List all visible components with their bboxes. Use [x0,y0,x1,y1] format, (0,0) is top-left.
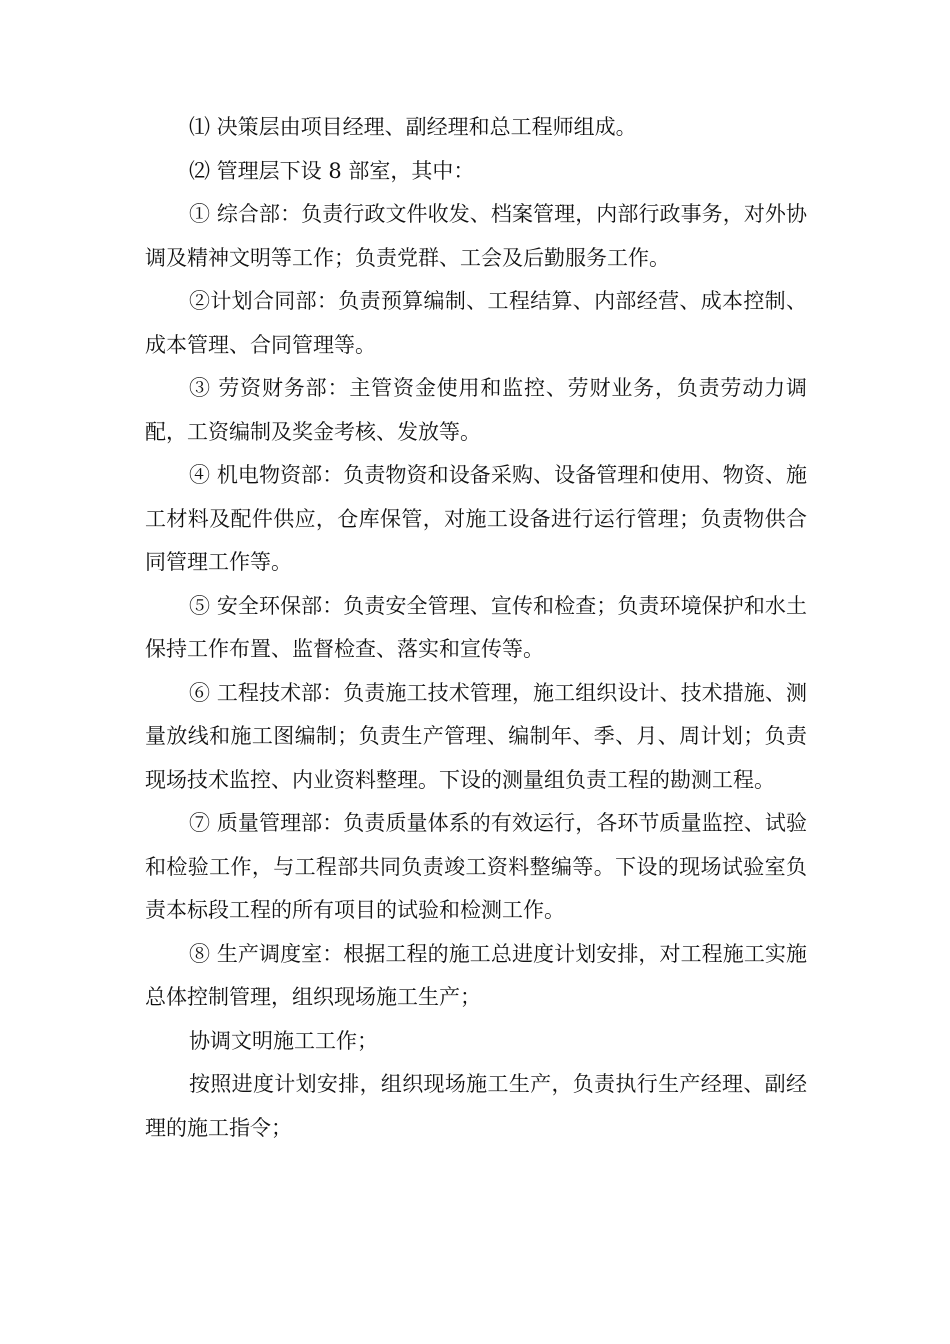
paragraph-engineering-technology-dept: ⑥ 工程技术部：负责施工技术管理，施工组织设计、技术措施、测量放线和施工图编制；负责生产管理、编制年、季、月、周计划；负责现场技术监控、内业资料整理。下设的测量组负责工程的勘测工程。 [145,680,807,792]
paragraph-safety-environment-dept: ⑤ 安全环保部：负责安全管理、宣传和检查；负责环境保护和水土保持工作布置、监督检查、落实和宣传等。 [145,593,807,661]
paragraph-decision-layer: ⑴ 决策层由项目经理、副经理和总工程师组成。 [189,115,637,139]
paragraph-production-dispatch-office: ⑧ 生产调度室：根据工程的施工总进度计划安排，对工程施工实施总体控制管理，组织现场施工生产； [145,941,807,1009]
paragraph-management-layer: ⑵ 管理层下设 8 部室，其中： [189,158,475,183]
paragraph-civilized-construction: 协调文明施工工作； [189,1028,378,1053]
paragraph-quality-management-dept: ⑦ 质量管理部：负责质量体系的有效运行，各环节质量监控、试验和检验工作，与工程部共同负责竣工资料整编等。下设的现场试验室负责本标段工程的所有项目的试验和检测工作。 [145,811,807,922]
paragraph-general-dept: ① 综合部：负责行政文件收发、档案管理，内部行政事务，对外协调及精神文明等工作；负责党群、工会及后勤服务工作。 [145,202,807,270]
paragraph-schedule-execution: 按照进度计划安排，组织现场施工生产，负责执行生产经理、副经理的施工指令； [145,1072,807,1140]
paragraph-labor-finance-dept: ③ 劳资财务部：主管资金使用和监控、劳财业务，负责劳动力调配，工资编制及奖金考核、发放等。 [145,376,807,444]
paragraph-planning-contract-dept: ②计划合同部：负责预算编制、工程结算、内部经营、成本控制、成本管理、合同管理等。 [145,289,807,357]
paragraph-electromechanical-materials-dept: ④ 机电物资部：负责物资和设备采购、设备管理和使用、物资、施工材料及配件供应，仓库保管，对施工设备进行运行管理；负责物供合同管理工作等。 [145,463,807,574]
document-body [145,106,807,1150]
